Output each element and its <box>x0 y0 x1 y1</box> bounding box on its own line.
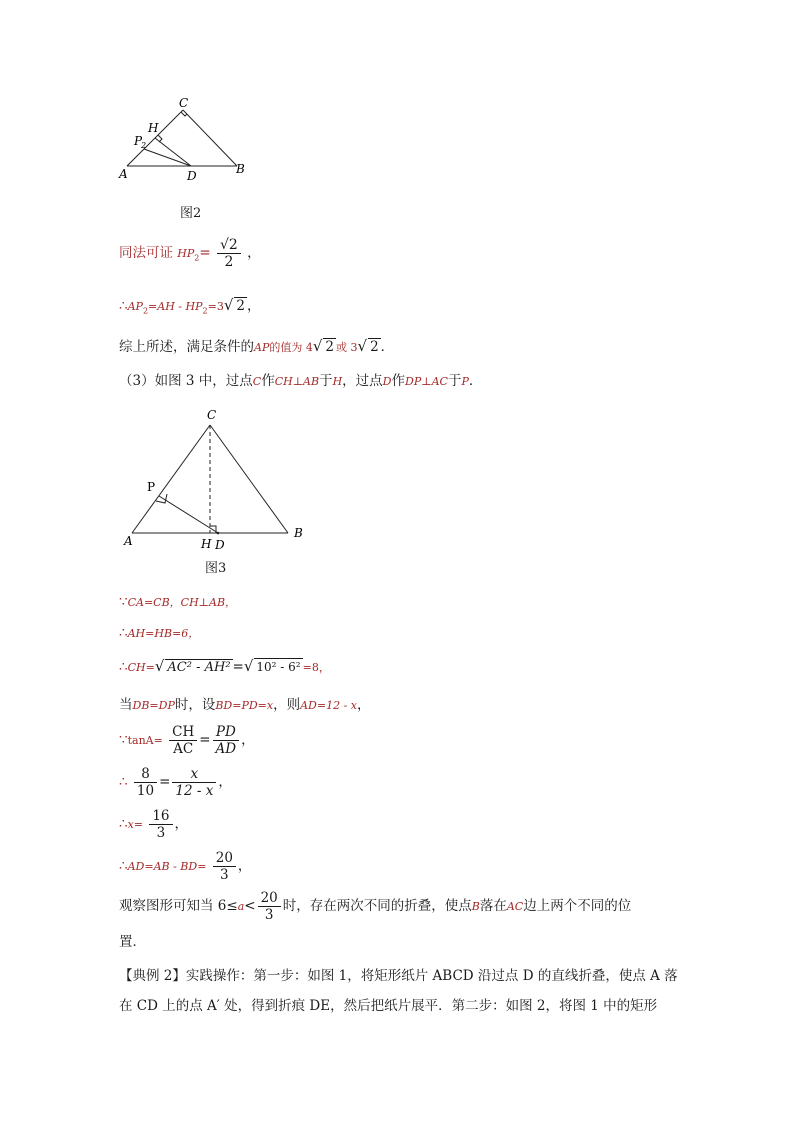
deriv-line-6: ∴ $\frac{8}{10}$ = $\frac{x}{12 - x}$ ， <box>119 766 232 799</box>
deriv-line-4: 当DB=DP时，设BD=PD=x，则AD=12 - x， <box>119 697 371 713</box>
example2-line-2: 在 CD 上的点 A′ 处，得到折痕 DE，然后把纸片展平．第二步：如图 2，将图 1 中的矩形 <box>119 998 658 1014</box>
proof-line-hp2: 同法可证 $HP_2=$ $\frac{√2}{2}$ ， <box>119 237 261 270</box>
fig3-label-C: C <box>207 408 217 422</box>
frac-pd-ad: $\frac{PD}{AD}$ <box>213 724 240 757</box>
deriv-line-8: ∴AD=AB - BD= $\frac{20}{3}$ ， <box>119 850 252 883</box>
proof-line-summary: 综上所述，满足条件的AP的值为 4√ 2 或 3√ 2 ． <box>119 337 395 355</box>
frac-ch-ac: $\frac{CH}{AC}$ <box>169 724 197 757</box>
fig2-label-C: C <box>179 96 189 110</box>
example2-line-1: 【典例 2】实践操作：第一步：如图 1，将矩形纸片 ABCD 沿过点 D 的直线折叠，使点 A 落 <box>119 968 678 984</box>
proof-line-ap2: $\therefore AP_2=AH - HP_2=3√$ 2 ， <box>119 296 261 316</box>
frac-20-3-ad: $\frac{20}{3}$ <box>213 850 236 883</box>
fig3-label-D: D <box>215 538 225 550</box>
deriv-line-2: ∴AH=HB=6， <box>119 625 200 641</box>
deriv-line-10: 置． <box>119 934 146 950</box>
deriv-line-1: ∵CA=CB，CH⊥AB， <box>119 594 237 610</box>
deriv-line-3: ∴CH=√ AC² - AH² =√ 10² - 6² =8， <box>119 657 330 675</box>
figure-2-diagram <box>115 95 255 185</box>
deriv-line-7: ∴x= $\frac{16}{3}$ ， <box>119 808 188 841</box>
part3-intro: （3）如图 3 中，过点C作CH⊥AB于H，过点D作DP⊥AC于P． <box>119 373 483 389</box>
figure-3-caption: 图3 <box>205 561 227 576</box>
fig3-label-H: H <box>201 537 212 550</box>
frac-x-12minusx: $\frac{x}{12 - x}$ <box>172 766 216 799</box>
figure-3-diagram <box>118 402 318 550</box>
fig2-label-H: H <box>148 121 159 135</box>
frac-16-3: $\frac{16}{3}$ <box>149 808 172 841</box>
fig2-label-B: B <box>236 162 245 176</box>
fig3-label-A: A <box>124 534 133 548</box>
frac-8-10: $\frac{8}{10}$ <box>134 766 157 799</box>
fig2-label-D: D <box>187 169 197 183</box>
figure-2-caption: 图2 <box>180 206 202 221</box>
fig2-label-P: P <box>134 134 143 148</box>
frac-20-3-range: $\frac{20}{3}$ <box>258 890 281 923</box>
deriv-line-5: ∵tanA= $\frac{CH}{AC}$ = $\frac{PD}{AD}$ ， <box>119 724 255 757</box>
fig3-label-P: P <box>147 480 156 494</box>
frac-sqrt2-over-2: $\frac{√2}{2}$ <box>217 237 241 270</box>
fig2-label-sub2: 2 <box>141 141 147 150</box>
fig3-label-B: B <box>294 526 303 540</box>
fig2-label-A: A <box>119 167 128 181</box>
deriv-line-9: 观察图形可知当 6≤a< $\frac{20}{3}$ 时，存在两次不同的折叠，使点B落在AC边上两个不同的位 <box>119 890 632 923</box>
